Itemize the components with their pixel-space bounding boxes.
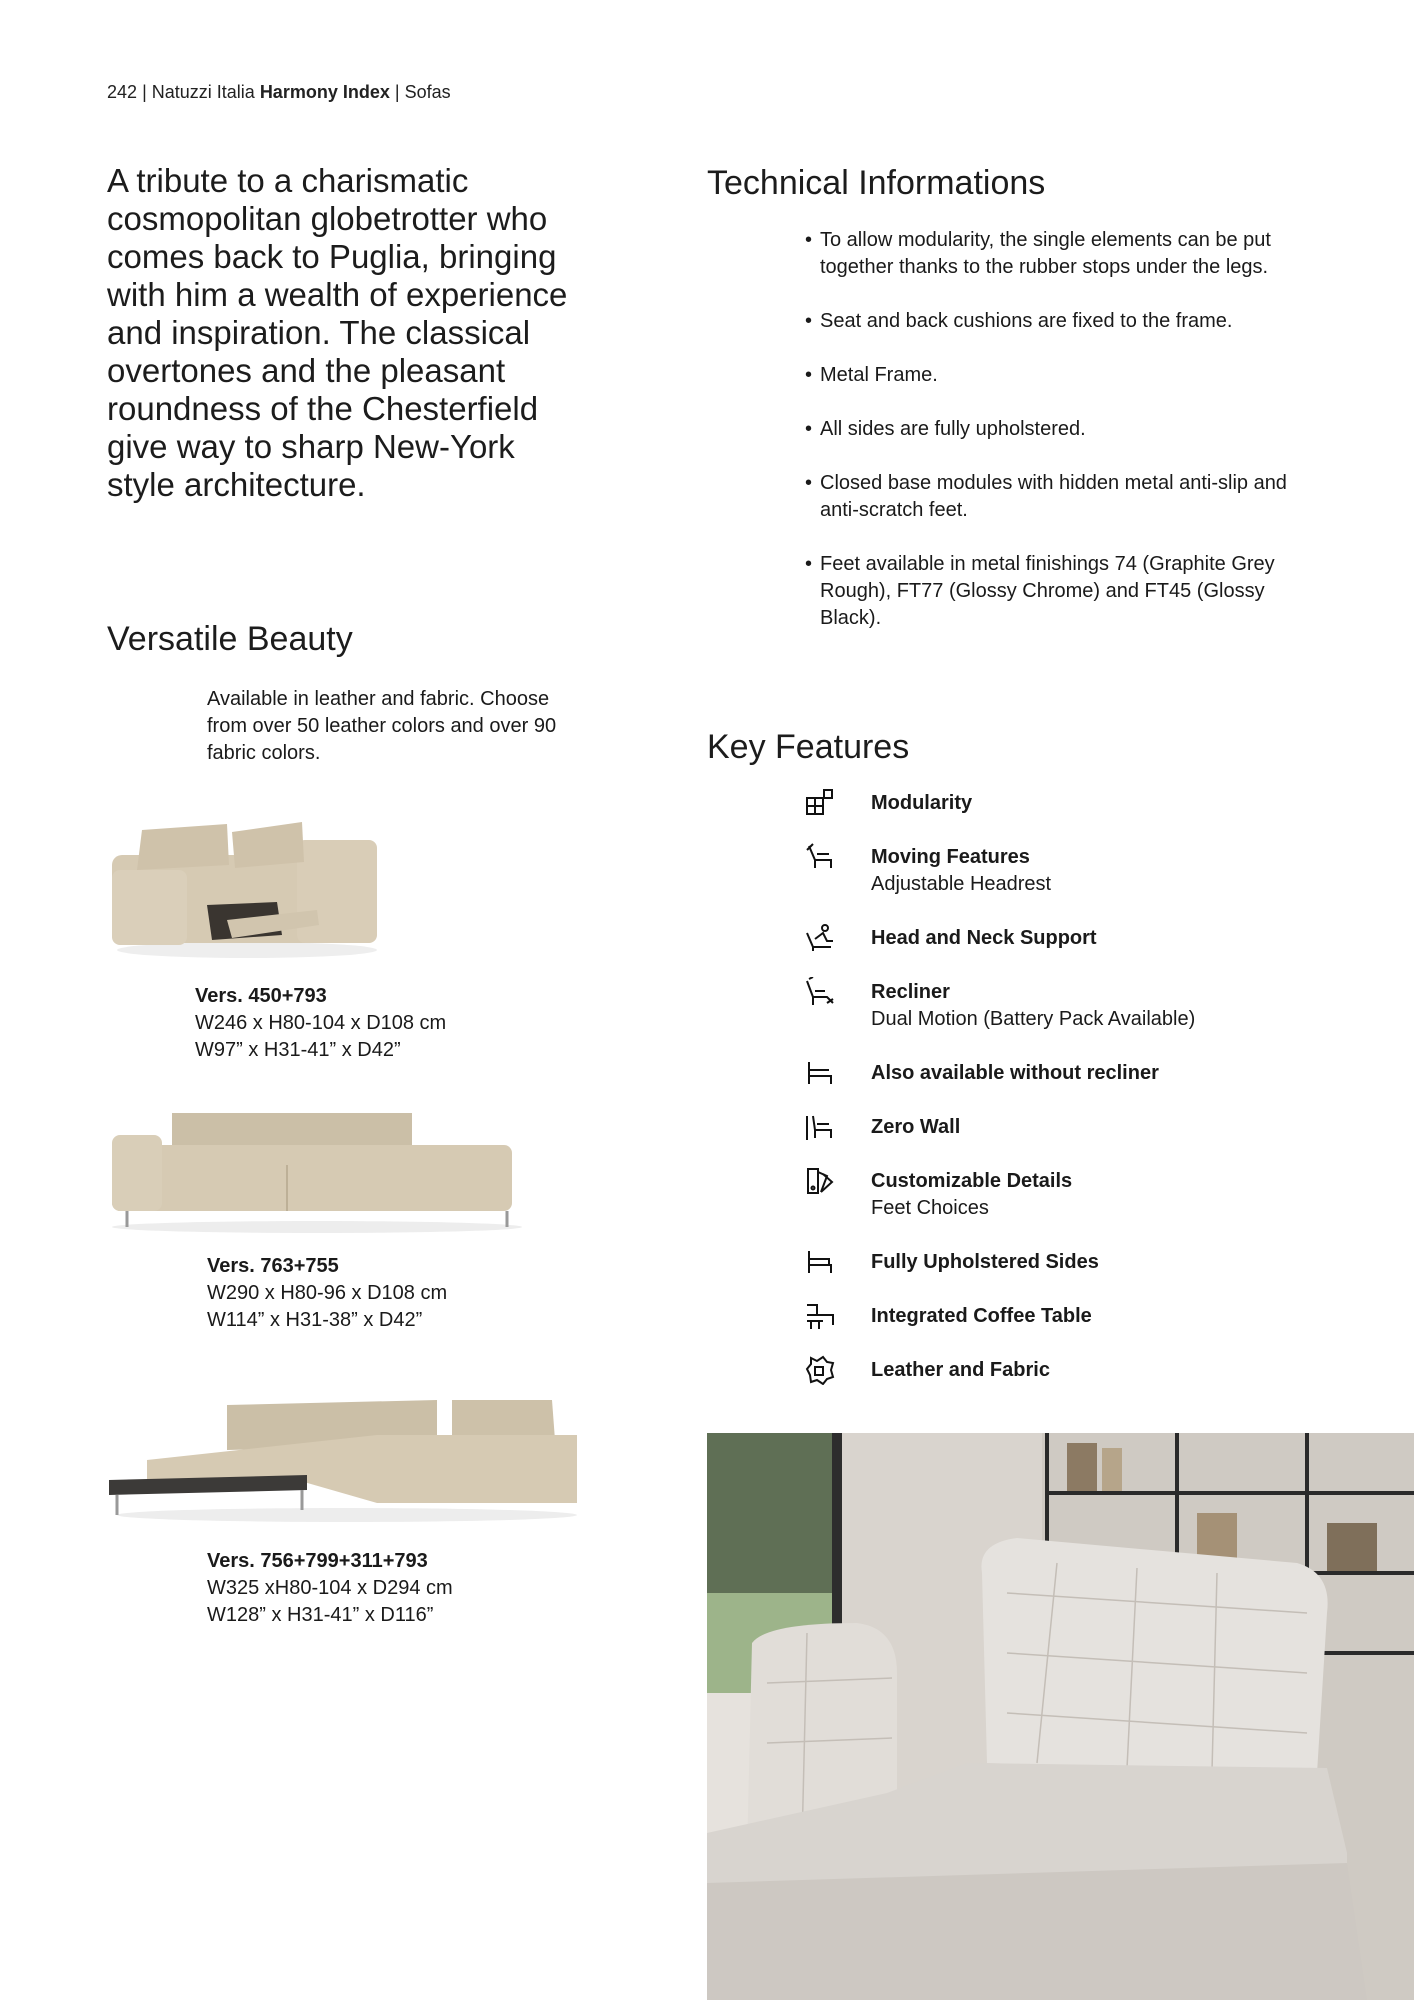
feature-item [805,1060,1325,1114]
customizable-icon [805,1166,835,1196]
product-code: Vers. 450+793 [195,985,327,1007]
product-spec-2 [207,1253,447,1334]
feature-name: Integrated Coffee Table [871,1305,1092,1327]
product-code: Vers. 756+799+311+793 [207,1550,428,1572]
coffee-table-icon [805,1301,835,1331]
feature-name: Head and Neck Support [871,927,1097,949]
feature-item [805,844,1325,925]
technical-list [805,227,1305,659]
technical-item: • Closed base modules with hidden metal anti-slip and anti-scratch feet. [805,470,1305,524]
page-header: 242 | Natuzzi Italia Harmony Index | Sofas [107,82,451,102]
feature-item [805,1357,1325,1411]
feature-detail: Dual Motion (Battery Pack Available) [871,1008,1196,1030]
feature-item [805,979,1325,1060]
feature-name: Modularity [871,792,973,814]
versatile-title: Versatile Beauty [107,620,353,658]
feature-item [805,1249,1325,1303]
technical-item: • Metal Frame. [805,362,1305,389]
feature-name: Fully Upholstered Sides [871,1251,1099,1273]
versatile-text: Available in leather and fabric. Choose from over 50 leather colors and over 90 fabric colors. [207,688,557,764]
feature-detail: Feet Choices [871,1197,989,1219]
modularity-icon [805,788,835,818]
feature-item [805,1114,1325,1168]
product-image-sofa-3 [107,1385,582,1525]
page-number: 242 [107,82,138,102]
product-dimensions-cm: W325 xH80-104 x D294 cm [207,1577,453,1599]
feature-name: Moving Features [871,846,1030,868]
technical-item: • To allow modularity, the single elements can be put together thanks to the rubber stops under the legs. [805,227,1305,281]
collection-name: Harmony Index [259,82,390,102]
brand-name: Natuzzi Italia [151,82,255,102]
lifestyle-photo [707,1433,1414,2000]
feature-item [805,925,1325,979]
intro-text: A tribute to a charismatic cosmopolitan globetrotter who comes back to Puglia, bringing with him a wealth of experience and inspiration. The classical overtones and the pleasant roundness of the Chesterfield give way to sharp New-York style architecture. [107,162,568,503]
feature-name: Customizable Details [871,1170,1073,1192]
product-code: Vers. 763+755 [207,1255,339,1277]
leather-fabric-icon [805,1355,835,1385]
recliner-icon [805,977,835,1007]
technical-item: • Feet available in metal finishings 74 (Graphite Grey Rough), FT77 (Glossy Chrome) and FT45 (Glossy Black). [805,551,1305,632]
technical-item: • All sides are fully upholstered. [805,416,1305,443]
product-dimensions-in: W97” x H31-41” x D42” [195,1039,401,1061]
product-dimensions-cm: W290 x H80-96 x D108 cm [207,1282,448,1304]
product-spec-1 [195,983,446,1064]
seat-icon [805,1058,835,1088]
moving-features-icon [805,842,835,872]
feature-item [805,1168,1325,1249]
key-features-title: Key Features [707,728,910,766]
feature-name: Also available without recliner [871,1062,1159,1084]
product-image-sofa-1 [107,810,387,960]
key-features-list [805,790,1325,1411]
product-dimensions-in: W114” x H31-38” x D42” [207,1309,423,1331]
technical-title: Technical Informations [707,164,1046,202]
upholstered-sides-icon [805,1247,835,1277]
feature-item [805,790,1325,844]
feature-name: Recliner [871,981,950,1003]
feature-item [805,1303,1325,1357]
head-neck-support-icon [805,923,835,953]
zero-wall-icon [805,1112,835,1142]
feature-name: Zero Wall [871,1116,961,1138]
product-image-sofa-2 [107,1105,527,1235]
product-dimensions-in: W128” x H31-41” x D116” [207,1604,434,1626]
category-name: Sofas [404,82,451,102]
product-spec-3 [207,1548,453,1629]
technical-item: • Seat and back cushions are fixed to the frame. [805,308,1305,335]
product-dimensions-cm: W246 x H80-104 x D108 cm [195,1012,447,1034]
feature-detail: Adjustable Headrest [871,873,1052,895]
feature-name: Leather and Fabric [871,1359,1050,1381]
